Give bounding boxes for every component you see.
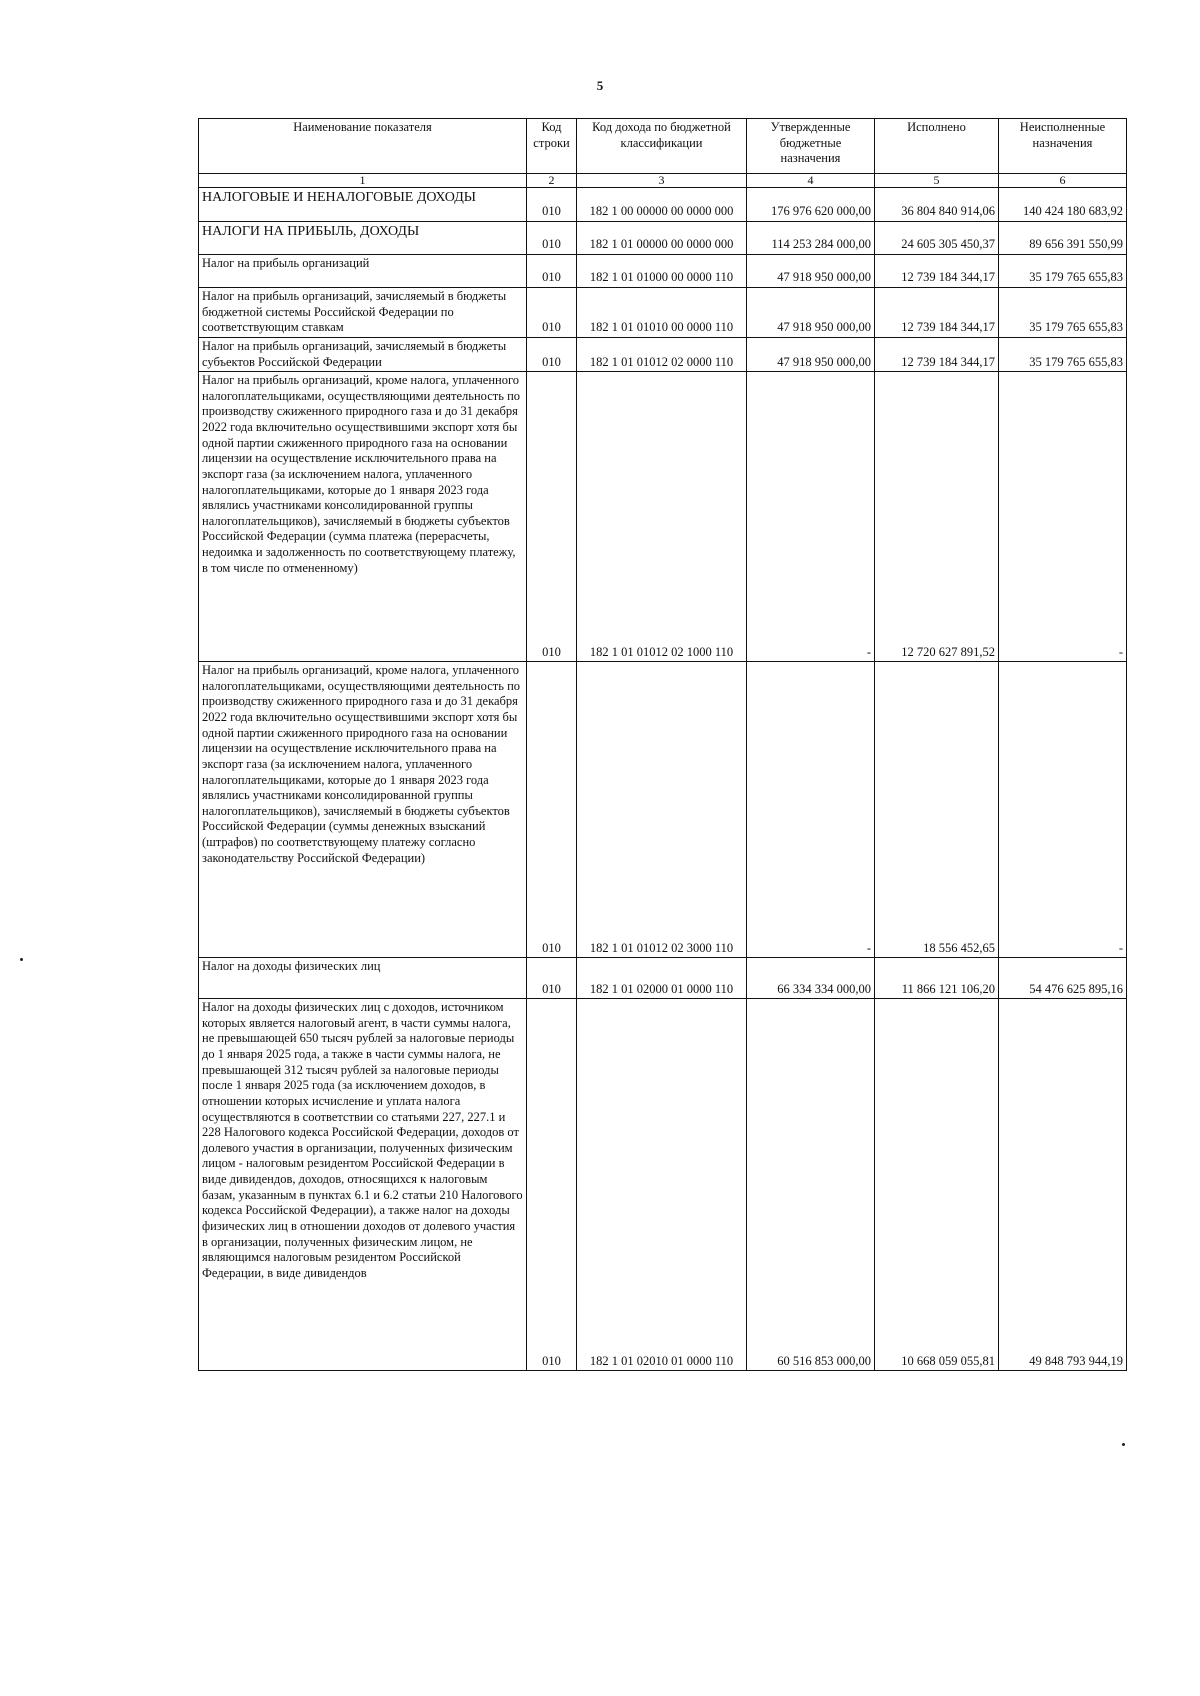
row-approved: - [747,372,875,662]
row-line-code: 010 [527,255,577,288]
row-budget-code: 182 1 01 01012 02 0000 110 [577,337,747,371]
row-executed: 12 739 184 344,17 [875,337,999,371]
row-line-code: 010 [527,372,577,662]
page-number: 5 [596,78,604,93]
row-executed: 36 804 840 914,06 [875,188,999,222]
row-executed: 11 866 121 106,20 [875,958,999,999]
row-unexecuted: 35 179 765 655,83 [999,255,1127,288]
row-budget-code: 182 1 01 01010 00 0000 110 [577,288,747,338]
scan-speck [20,958,23,961]
header-executed: Исполнено [875,119,999,174]
row-approved: 66 334 334 000,00 [747,958,875,999]
row-executed: 18 556 452,65 [875,662,999,958]
row-name: Налог на доходы физических лиц [199,958,527,999]
table-row [199,999,1127,1371]
row-unexecuted: 54 476 625 895,16 [999,958,1127,999]
table-row [199,337,1127,371]
column-number: 6 [999,174,1127,188]
row-executed: 12 739 184 344,17 [875,255,999,288]
row-line-code: 010 [527,958,577,999]
row-approved: 47 918 950 000,00 [747,337,875,371]
row-budget-code: 182 1 01 00000 00 0000 000 [577,222,747,255]
row-budget-code: 182 1 01 01012 02 1000 110 [577,372,747,662]
row-line-code: 010 [527,662,577,958]
row-budget-code: 182 1 01 02000 01 0000 110 [577,958,747,999]
column-number: 5 [875,174,999,188]
row-name: НАЛОГИ НА ПРИБЫЛЬ, ДОХОДЫ [199,222,527,255]
header-budget-code: Код дохода по бюджетной классификации [577,119,747,174]
table-row [199,372,1127,662]
row-line-code: 010 [527,337,577,371]
row-line-code: 010 [527,188,577,222]
table-row [199,222,1127,255]
row-line-code: 010 [527,999,577,1371]
row-line-code: 010 [527,288,577,338]
row-name: Налог на прибыль организаций, кроме налога, уплаченного налогоплательщиками, осуществляющими деятельность по производству сжиженного природного газа и до 31 декабря 2022 года включительно осуществившими экспорт хотя бы одной партии сжиженного природного газа на основании лицензии на осуществление исключительного права на экспорт газа (за исключением налога, уплаченного налогоплательщиками, которые до 1 января 2023 года являлись участниками консолидированной группы налогоплательщиков), зачисляемый в бюджеты субъектов Российской Федерации (суммы денежных взысканий (штрафов) по соответствующему платежу согласно законодательству Российской Федерации) [199,662,527,958]
column-number: 4 [747,174,875,188]
row-approved: 60 516 853 000,00 [747,999,875,1371]
header-approved: Утвержденные бюджетные назначения [747,119,875,174]
table-row [199,288,1127,338]
row-executed: 12 720 627 891,52 [875,372,999,662]
column-number: 3 [577,174,747,188]
table-row [199,255,1127,288]
header-name: Наименование показателя [199,119,527,174]
row-name: НАЛОГОВЫЕ И НЕНАЛОГОВЫЕ ДОХОДЫ [199,188,527,222]
table-row [199,958,1127,999]
column-number: 2 [527,174,577,188]
row-name: Налог на прибыль организаций, кроме налога, уплаченного налогоплательщиками, осуществляющими деятельность по производству сжиженного природного газа и до 31 декабря 2022 года включительно осуществившими экспорт хотя бы одной партии сжиженного природного газа на основании лицензии на осуществление исключительного права на экспорт газа (за исключением налога, уплаченного налогоплательщиками, которые до 1 января 2023 года являлись участниками консолидированной группы налогоплательщиков), зачисляемый в бюджеты субъектов Российской Федерации (сумма платежа (перерасчеты, недоимка и задолженность по соответствующему платежу, в том числе по отмененному) [199,372,527,662]
table-row [199,188,1127,222]
row-budget-code: 182 1 01 02010 01 0000 110 [577,999,747,1371]
row-unexecuted: - [999,662,1127,958]
row-budget-code: 182 1 01 01000 00 0000 110 [577,255,747,288]
row-approved: - [747,662,875,958]
row-unexecuted: 49 848 793 944,19 [999,999,1127,1371]
row-approved: 47 918 950 000,00 [747,255,875,288]
header-line-code: Код строки [527,119,577,174]
column-numbers-row [199,174,1127,188]
row-approved: 47 918 950 000,00 [747,288,875,338]
row-unexecuted: 35 179 765 655,83 [999,288,1127,338]
column-number: 1 [199,174,527,188]
row-name: Налог на доходы физических лиц с доходов, источником которых является налоговый агент, в части суммы налога, не превышающей 650 тысяч рублей за налоговые периоды до 1 января 2025 года, а также в части суммы налога, не превышающей 312 тысяч рублей за налоговые периоды после 1 января 2025 года (за исключением доходов, в отношении которых исчисление и уплата налога осуществляются в соответствии со статьями 227, 227.1 и 228 Налогового кодекса Российской Федерации, доходов от долевого участия в организации, полученных физическим лицом - налоговым резидентом Российской Федерации в виде дивидендов, доходов, относящихся к налоговым базам, указанным в пунктах 6.1 и 6.2 статьи 210 Налогового кодекса Российской Федерации), а также налог на доходы физических лиц в отношении доходов от долевого участия в организации, полученных физическим лицом, не являющимся налоговым резидентом Российской Федерации, в виде дивидендов [199,999,527,1371]
row-name: Налог на прибыль организаций [199,255,527,288]
row-approved: 176 976 620 000,00 [747,188,875,222]
row-unexecuted: - [999,372,1127,662]
row-name: Налог на прибыль организаций, зачисляемый в бюджеты субъектов Российской Федерации [199,337,527,371]
row-executed: 12 739 184 344,17 [875,288,999,338]
row-line-code: 010 [527,222,577,255]
row-executed: 24 605 305 450,37 [875,222,999,255]
row-unexecuted: 140 424 180 683,92 [999,188,1127,222]
row-name: Налог на прибыль организаций, зачисляемый в бюджеты бюджетной системы Российской Федерации по соответствующим ставкам [199,288,527,338]
row-budget-code: 182 1 01 01012 02 3000 110 [577,662,747,958]
row-approved: 114 253 284 000,00 [747,222,875,255]
header-unexecuted: Неисполненные назначения [999,119,1127,174]
row-budget-code: 182 1 00 00000 00 0000 000 [577,188,747,222]
row-unexecuted: 89 656 391 550,99 [999,222,1127,255]
row-unexecuted: 35 179 765 655,83 [999,337,1127,371]
scan-speck [1122,1443,1125,1446]
row-executed: 10 668 059 055,81 [875,999,999,1371]
income-report-table [198,118,1127,1371]
table-row [199,662,1127,958]
table-header-row [199,119,1127,174]
